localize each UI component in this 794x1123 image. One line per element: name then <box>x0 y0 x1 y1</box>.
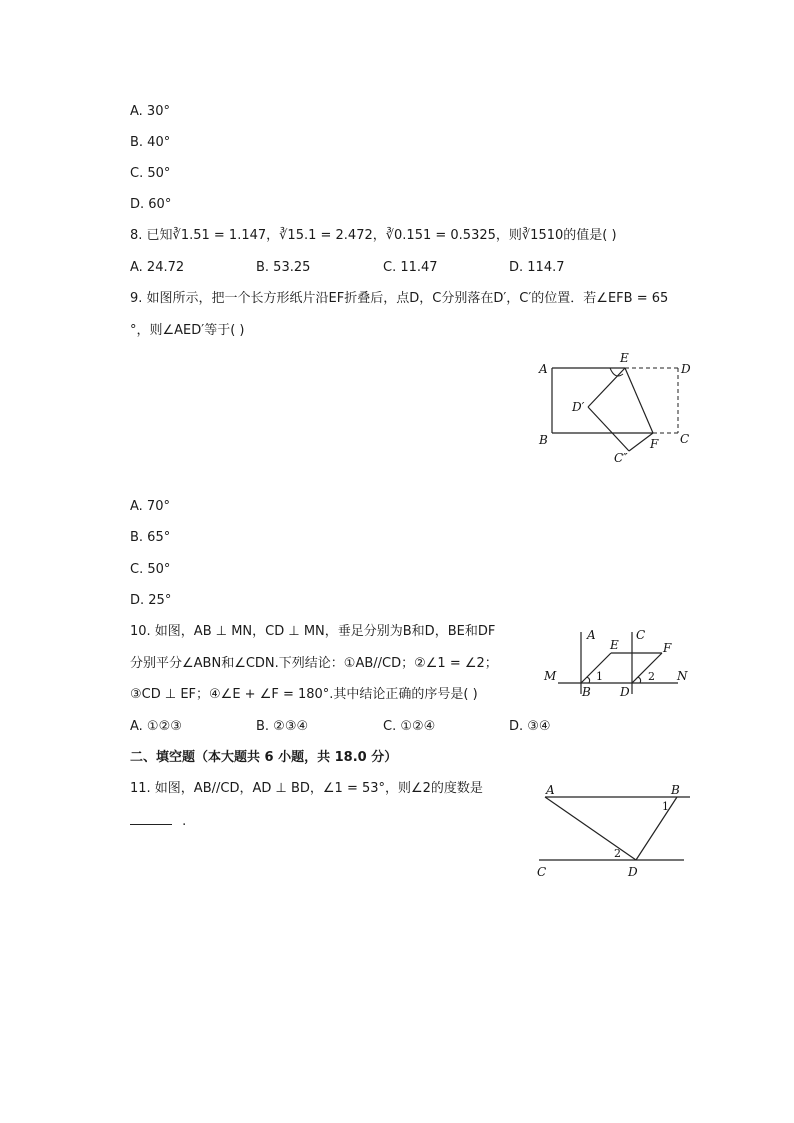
q11-line-bd <box>636 797 677 860</box>
q11-answer-blank[interactable] <box>130 812 172 825</box>
q10-label-c: C <box>636 628 646 642</box>
section-heading: 二、填空题（本大题共 6 小题，共 18.0 分） <box>130 750 398 765</box>
q11-label-b: B <box>671 783 680 797</box>
q7-option-a: A. 30° <box>130 104 170 119</box>
q10-label-e: E <box>610 638 619 652</box>
q11-label-c: C <box>537 865 547 879</box>
q9-option-a: A. 70° <box>130 499 170 514</box>
q11-figure <box>532 780 697 880</box>
q9-label-d-prime: D′ <box>572 400 585 414</box>
q11-label-angle1: 1 <box>662 800 669 813</box>
q9-edge-ed-prime <box>588 368 625 407</box>
q9-edge-ef <box>625 368 653 433</box>
q9-edge-d-prime-c-prime <box>588 407 629 451</box>
q10-option-a: A. ①②③ <box>130 719 182 734</box>
q9-option-b: B. 65° <box>130 530 171 545</box>
q9-label-a: A <box>539 362 548 376</box>
q9-stem-line2: °，则∠AED′等于( ) <box>130 323 245 338</box>
q10-line3: ③CD ⊥ EF；④∠E + ∠F = 180°.其中结论正确的序号是( ) <box>130 687 478 702</box>
q8-stem: 8. 已知∛1.51 = 1.147，∛15.1 = 2.472，∛0.151 = 0.5325，则∛1510的值是( ) <box>130 228 617 243</box>
q11-label-angle2: 2 <box>614 847 621 860</box>
q8-option-d: D. 114.7 <box>509 260 565 275</box>
q10-figure <box>538 622 698 704</box>
q9-label-f: F <box>650 437 659 451</box>
q11-tail: . <box>182 814 187 829</box>
q10-label-b: B <box>582 685 591 699</box>
q10-label-d: D <box>620 685 630 699</box>
q9-option-d: D. 25° <box>130 593 172 608</box>
q10-line1: 10. 如图，AB ⊥ MN，CD ⊥ MN，垂足分别为B和D，BE和DF <box>130 624 496 639</box>
q8-option-c: C. 11.47 <box>383 260 438 275</box>
q10-option-b: B. ②③④ <box>256 719 309 734</box>
q9-label-d: D <box>681 362 691 376</box>
q7-option-b: B. 40° <box>130 135 171 150</box>
q10-label-angle1: 1 <box>596 670 603 683</box>
q9-figure <box>530 350 710 470</box>
q10-option-c: C. ①②④ <box>383 719 436 734</box>
q11-label-a: A <box>546 783 555 797</box>
q11-line1: 11. 如图，AB//CD，AD ⊥ BD，∠1 = 53°，则∠2的度数是 <box>130 781 483 796</box>
q11-line-ad <box>545 797 636 860</box>
q10-label-angle2: 2 <box>648 670 655 683</box>
q10-angle2-arc <box>638 677 641 683</box>
q8-option-b: B. 53.25 <box>256 260 311 275</box>
q10-label-f: F <box>663 641 672 655</box>
q7-option-c: C. 50° <box>130 166 171 181</box>
q10-label-a: A <box>587 628 596 642</box>
q10-line-df <box>632 653 662 683</box>
q9-label-e: E <box>620 351 629 365</box>
q9-stem-line1: 9. 如图所示，把一个长方形纸片沿EF折叠后，点D，C分别落在D′，C′的位置．若∠EFB = 65 <box>130 291 669 306</box>
q10-line2: 分别平分∠ABN和∠CDN.下列结论：①AB//CD；②∠1 = ∠2； <box>130 656 498 671</box>
q9-option-c: C. 50° <box>130 562 171 577</box>
q10-angle1-arc <box>587 677 590 683</box>
q8-option-a: A. 24.72 <box>130 260 185 275</box>
q9-label-c-prime: C″ <box>614 451 628 465</box>
q10-option-d: D. ③④ <box>509 719 551 734</box>
q10-label-n: N <box>677 669 688 683</box>
q7-option-d: D. 60° <box>130 197 172 212</box>
q9-label-c: C <box>680 432 690 446</box>
q9-label-b: B <box>539 433 548 447</box>
q11-label-d: D <box>628 865 638 879</box>
q10-label-m: M <box>544 669 557 683</box>
q11-answer-line <box>130 812 186 831</box>
